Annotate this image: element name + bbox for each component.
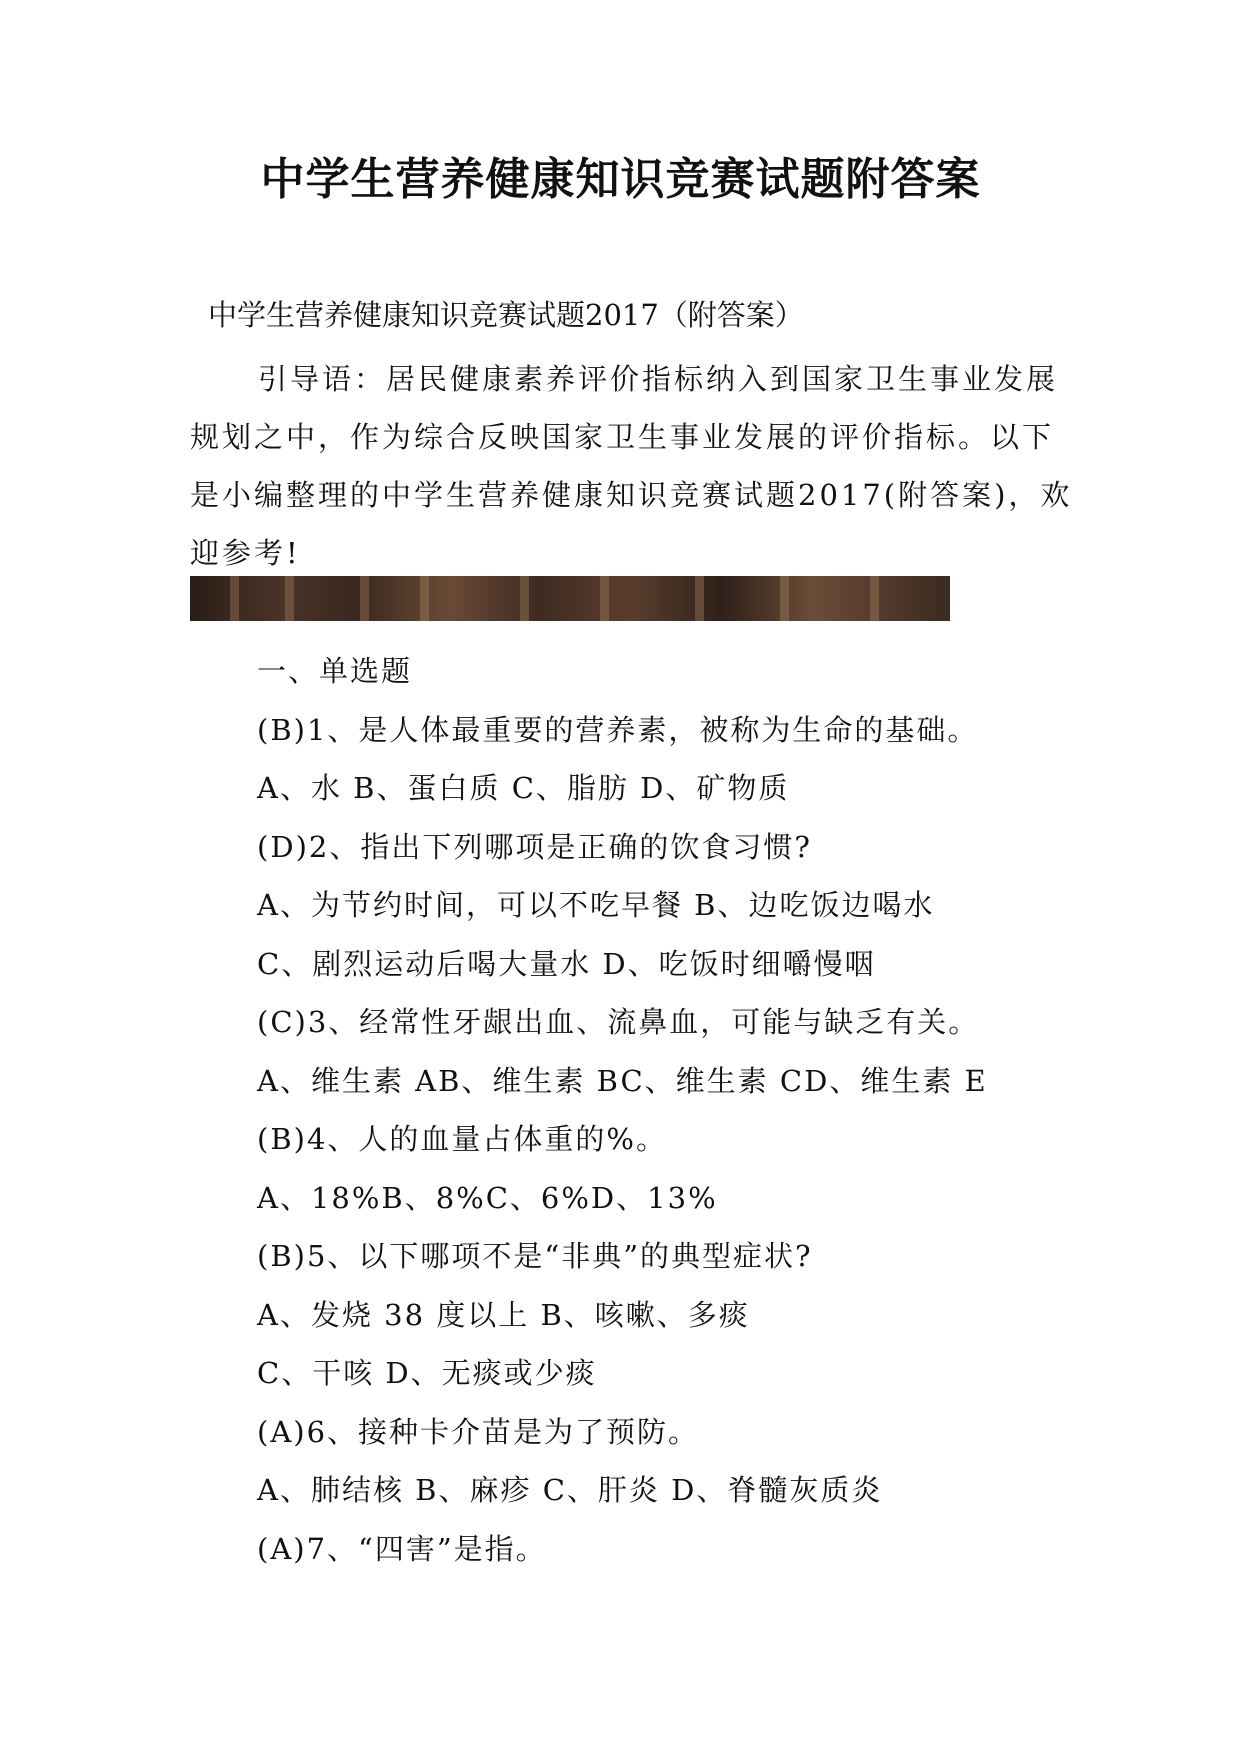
options-line: A、为节约时间，可以不吃早餐 B、边吃饭边喝水 [257,888,935,922]
question-line: (C)3、经常性牙龈出血、流鼻血，可能与缺乏有关。 [257,1005,980,1039]
question-line: (B)1、是人体最重要的营养素，被称为生命的基础。 [257,712,979,747]
page-title: 中学生营养健康知识竞赛试题附答案 [260,154,981,205]
options-line: A、发烧 38 度以上 B、咳嗽、多痰 [257,1297,750,1332]
options-line: C、干咳 D、无痰或少痰 [257,1356,597,1390]
section-heading: 一、单选题 [257,654,413,688]
question-line: (A)7、“四害”是指。 [257,1531,547,1566]
banner-image [190,576,950,621]
question-list [257,642,1157,1578]
options-line: C、剧烈运动后喝大量水 D、吃饭时细嚼慢咽 [257,946,876,981]
question-line: (B)4、人的血量占体重的%。 [257,1122,667,1156]
options-line: A、维生素 AB、维生素 BC、维生素 CD、维生素 E [257,1063,988,1098]
document-subtitle: 中学生营养健康知识竞赛试题2017（附答案） [208,298,804,332]
options-line: A、肺结核 B、麻疹 C、肝炎 D、脊髓灰质炎 [257,1473,883,1507]
question-line: (B)5、以下哪项不是“非典”的典型症状? [257,1239,813,1273]
options-line: A、18%B、8%C、6%D、13% [257,1180,718,1215]
question-line: (D)2、指出下列哪项是正确的饮食习惯? [257,829,812,864]
options-line: A、水 B、蛋白质 C、脂肪 D、矿物质 [257,771,790,805]
question-line: (A)6、接种卡介苗是为了预防。 [257,1414,700,1449]
intro-paragraph: 引导语：居民健康素养评价指标纳入到国家卫生事业发展规划之中，作为综合反映国家卫生事业发展的评价指标。以下是小编整理的中学生营养健康知识竞赛试题2017(附答案)，欢迎参考! [190,362,1073,570]
